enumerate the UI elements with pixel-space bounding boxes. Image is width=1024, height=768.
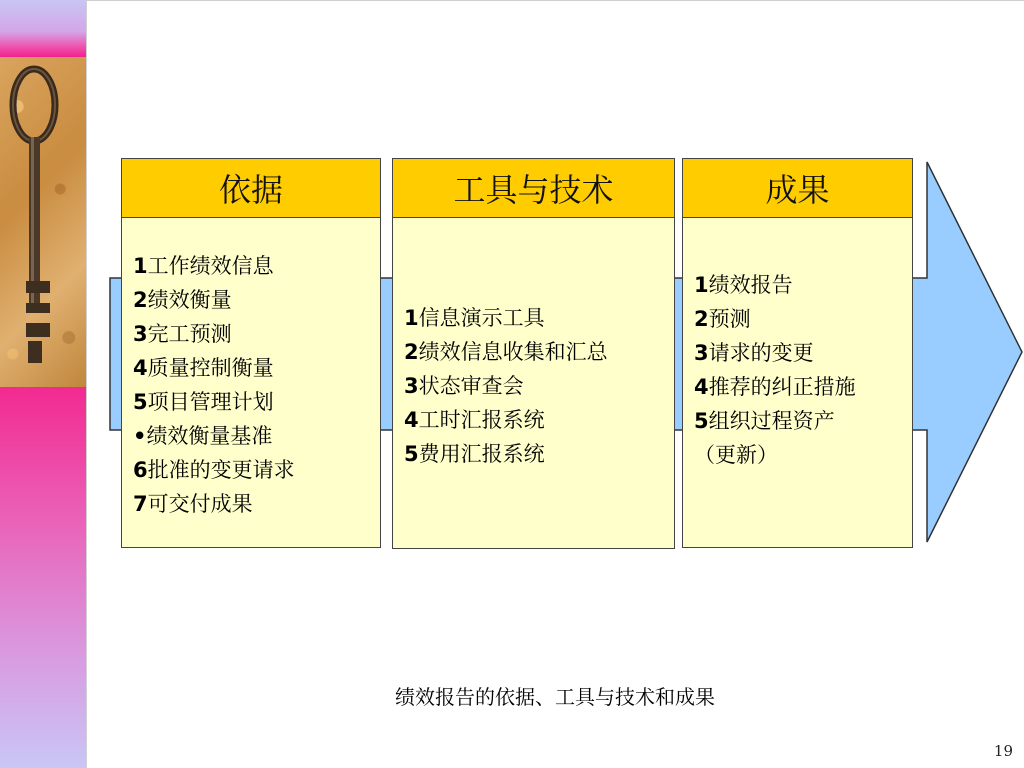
list-item: 3请求的变更 (694, 341, 814, 365)
list-item: •绩效衡量基准 (133, 424, 273, 448)
page-number: 19 (993, 742, 1013, 760)
inputs-box-title: 依据 (122, 159, 380, 218)
outputs-list (683, 218, 912, 472)
slide-caption: 绩效报告的依据、工具与技术和成果 (395, 685, 715, 709)
outputs-box (682, 158, 913, 548)
list-item: 4推荐的纠正措施 (694, 375, 856, 399)
inputs-list (122, 218, 380, 521)
tools-techniques-box (392, 158, 675, 549)
list-item: 2预测 (694, 307, 751, 331)
list-item: 2绩效衡量 (133, 288, 232, 312)
tools-techniques-box-title: 工具与技术 (393, 159, 674, 218)
tools-techniques-list (393, 218, 674, 471)
list-item: 4质量控制衡量 (133, 356, 274, 380)
list-item: 5组织过程资产 (694, 409, 835, 433)
list-item: 6批准的变更请求 (133, 458, 295, 482)
list-item: 1工作绩效信息 (133, 254, 274, 278)
inputs-box (121, 158, 381, 548)
outputs-box-title: 成果 (683, 159, 912, 218)
list-item: 4工时汇报系统 (404, 408, 545, 432)
list-item: 5费用汇报系统 (404, 442, 545, 466)
list-item: 7可交付成果 (133, 492, 253, 516)
list-item: （更新） (694, 443, 778, 467)
list-item: 1绩效报告 (694, 273, 793, 297)
list-item: 5项目管理计划 (133, 390, 274, 414)
list-item: 3完工预测 (133, 322, 232, 346)
list-item: 1信息演示工具 (404, 306, 545, 330)
list-item: 3状态审查会 (404, 374, 524, 398)
list-item: 2绩效信息收集和汇总 (404, 340, 608, 364)
